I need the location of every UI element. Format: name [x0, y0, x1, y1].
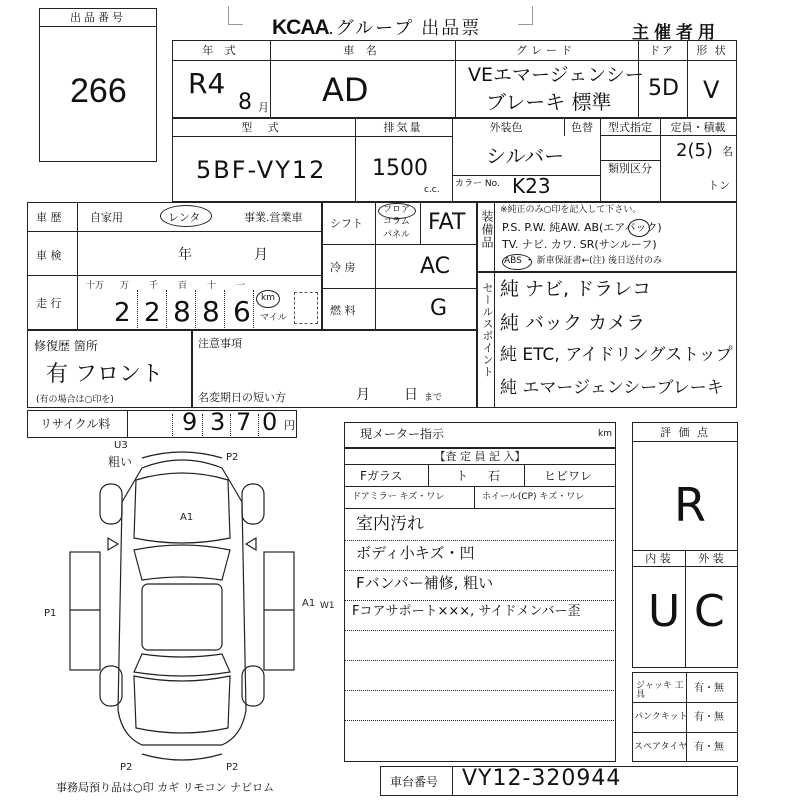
- repair-label: 修復歴 箇所: [34, 339, 98, 353]
- color-code-label: カラー No.: [455, 179, 500, 189]
- mileage-digit-3: 8: [173, 295, 191, 328]
- recycle-digit-1: 9: [182, 408, 198, 436]
- mark-p1-left: P1: [44, 608, 57, 619]
- remark-4: Fコアサポート×××, サイドメンバー歪: [352, 604, 581, 619]
- brand-logo: KCAA: [272, 16, 329, 39]
- rental-circle: [160, 205, 212, 227]
- host-label: 主催者用: [632, 23, 720, 43]
- repair-note: (有の場合は○印を): [36, 395, 114, 405]
- glass-option-scratch: ト: [456, 469, 469, 483]
- body-type-value: V: [703, 76, 720, 104]
- mirror-label: ドアミラー キズ・ワレ: [352, 492, 445, 502]
- mark-p2-rear-left: P2: [120, 762, 133, 773]
- digit-label-100k: 十万: [86, 281, 105, 291]
- recycle-digit-3: 7: [236, 408, 252, 436]
- interior-label: 内 装: [645, 552, 671, 565]
- meter-unit: km: [598, 429, 612, 439]
- equipment-label: 装備品: [480, 210, 494, 249]
- car-name: AD: [322, 71, 369, 109]
- mark-a1-right: A1: [302, 598, 316, 609]
- mileage-label: 走 行: [36, 297, 62, 310]
- glass-option-crack: ヒビワレ: [544, 469, 593, 483]
- floor-circle: [378, 203, 416, 219]
- glass-option-stone: 石: [488, 469, 501, 483]
- fuel-label: 燃 料: [330, 304, 356, 317]
- recycle-digit-2: 3: [210, 408, 226, 436]
- grade-label: グレード: [516, 44, 576, 57]
- grade-line-1: VEエマージェンシー: [468, 64, 644, 86]
- equipment-line-3: TV. ナビ. カワ. SR(サンルーフ): [502, 238, 657, 251]
- grade-value: R: [674, 478, 706, 532]
- mile-checkbox: [294, 292, 318, 324]
- chassis-label: 車台番号: [390, 775, 439, 789]
- capacity-value: 2(5): [676, 140, 713, 161]
- digit-label-100: 百: [178, 281, 188, 291]
- body-type-label: 形 状: [696, 44, 728, 57]
- mark-u3: U3: [114, 440, 128, 451]
- mark-p2-front: P2: [226, 452, 239, 463]
- mark-a1-front: A1: [180, 512, 194, 523]
- digit-label-1k: 千: [149, 281, 159, 291]
- type-designation-label: 型式指定: [608, 121, 652, 134]
- tool-puncture-value: 有・無: [694, 712, 724, 723]
- sale-point-1: 純 ナビ, ドラレコ: [500, 278, 652, 300]
- month-unit: 月: [258, 101, 269, 114]
- exterior-value: C: [694, 586, 725, 637]
- term-day-unit: 日: [404, 387, 418, 403]
- history-option-business: 事業.営業車: [244, 211, 303, 224]
- corner-mark-left: [228, 6, 243, 25]
- capacity-unit: 名: [722, 145, 733, 158]
- equipment-line-2: P.S. P.W. 純AW. AB(エアバック): [502, 221, 662, 234]
- mileage-digit-1: 2: [114, 298, 131, 328]
- ac-value: AC: [420, 254, 451, 279]
- shift-label: シフト: [330, 217, 363, 230]
- history-label: 車 歴: [36, 211, 62, 224]
- digit-label-1: 一: [236, 281, 246, 291]
- ton-unit: トン: [708, 179, 730, 192]
- repair-value: 有 フロント: [46, 362, 163, 387]
- meter-label: 現メーター指示: [360, 427, 445, 441]
- exterior-color-value: シルバー: [486, 144, 565, 168]
- displacement-value: 1500: [372, 156, 428, 181]
- inspection-year-unit: 年: [178, 247, 192, 263]
- remark-3: Fバンパー補修, 粗い: [356, 574, 494, 592]
- ab-circle: [628, 219, 650, 237]
- fuel-value: G: [430, 296, 448, 321]
- mark-rough: 粗い: [108, 455, 133, 469]
- wheel-label: ホイール(CP) キズ・ワレ: [482, 492, 585, 502]
- notes-label: 注意事項: [198, 337, 242, 350]
- year-label: 年 式: [202, 44, 240, 57]
- mark-w1-right: W1: [320, 601, 335, 611]
- equipment-line-4: ABS ・ 新車保証書←(注) 後日送付のみ: [504, 256, 663, 266]
- exterior-label: 外 装: [698, 552, 724, 565]
- year-value: R4: [188, 67, 226, 100]
- mileage-digit-5: 6: [233, 295, 251, 328]
- km-label: km: [261, 293, 275, 303]
- model-label: 型 式: [241, 121, 285, 134]
- glass-label: Fガラス: [360, 469, 403, 483]
- history-option-private: 自家用: [90, 211, 123, 224]
- remark-1: 室内汚れ: [356, 514, 424, 534]
- lot-number: 266: [70, 72, 127, 110]
- equipment-line-1: ※純正のみ○印を記入して下さい。: [500, 205, 642, 215]
- cc-unit: c.c.: [424, 185, 440, 195]
- history-option-rental: レンタ: [168, 211, 201, 224]
- shift-value: FAT: [428, 210, 466, 235]
- shift-option-panel: パネル: [383, 230, 411, 240]
- exterior-color-label: 外装色: [489, 121, 523, 134]
- inspection-label: 車 検: [36, 249, 62, 262]
- shift-option-floor: フロア: [383, 205, 411, 215]
- doors-label: ドア: [649, 44, 675, 57]
- tool-spare-value: 有・無: [694, 742, 724, 753]
- grade-line-2: ブレーキ 標準: [486, 90, 612, 114]
- inspection-month-unit: 月: [254, 247, 268, 263]
- footer-note: 事務局預り品は○印 カギ リモコン ナビロム: [56, 781, 275, 794]
- mileage-digit-2: 2: [144, 298, 161, 328]
- recycle-digit-4: 0: [262, 408, 278, 436]
- month-value: 8: [238, 90, 252, 115]
- sale-point-3: 純 ETC, アイドリングストップ: [500, 345, 733, 365]
- tool-spare-label: スペアタイヤ: [634, 742, 688, 752]
- tool-jack-label: ジャッキ 工具: [636, 681, 684, 700]
- term-label: 名変期日の短い方: [198, 391, 286, 404]
- shift-option-column: コラム: [383, 217, 410, 227]
- color-change-label: 色替: [571, 121, 593, 134]
- term-month-unit: 月: [356, 387, 370, 403]
- digit-label-10: 十: [207, 281, 217, 291]
- sale-points-label: セールスポイント: [481, 282, 494, 378]
- remark-2: ボディ小キズ・凹: [356, 544, 475, 562]
- inspector-header: 【査 定 員 記 入】: [434, 450, 526, 463]
- abs-circle: [502, 254, 532, 270]
- mileage-digit-4: 8: [202, 295, 220, 328]
- recycle-label: リサイクル料: [40, 417, 111, 431]
- term-until: まで: [424, 393, 443, 403]
- capacity-label: 定員・積載: [670, 121, 726, 134]
- mile-label: マイル: [260, 313, 287, 323]
- lot-number-label: 出品番号: [70, 11, 126, 24]
- car-damage-diagram: [30, 440, 335, 775]
- displacement-label: 排気量: [383, 121, 423, 134]
- model-value: 5BF-VY12: [196, 156, 327, 184]
- chassis-value: VY12-320944: [462, 766, 622, 791]
- digit-label-10k: 万: [120, 281, 130, 291]
- interior-value: U: [648, 586, 681, 637]
- tool-puncture-label: パンクキット: [634, 712, 688, 722]
- ac-label: 冷 房: [330, 261, 356, 274]
- mark-p2-rear-right: P2: [226, 762, 239, 773]
- sale-point-2: 純 バック カメラ: [500, 312, 646, 334]
- sale-point-4: 純 エマージェンシーブレーキ: [500, 378, 724, 398]
- tool-jack-value: 有・無: [694, 683, 724, 694]
- doors-value: 5D: [648, 76, 679, 101]
- grade-eval-label: 評 価 点: [660, 426, 710, 439]
- sheet-title: KCAA.グループ 出品票: [272, 16, 482, 39]
- corner-mark-right: [518, 6, 533, 25]
- classification-label: 類別区分: [608, 162, 652, 175]
- car-name-label: 車 名: [343, 44, 381, 57]
- recycle-unit: 円: [284, 419, 295, 432]
- color-code-value: K23: [512, 174, 551, 198]
